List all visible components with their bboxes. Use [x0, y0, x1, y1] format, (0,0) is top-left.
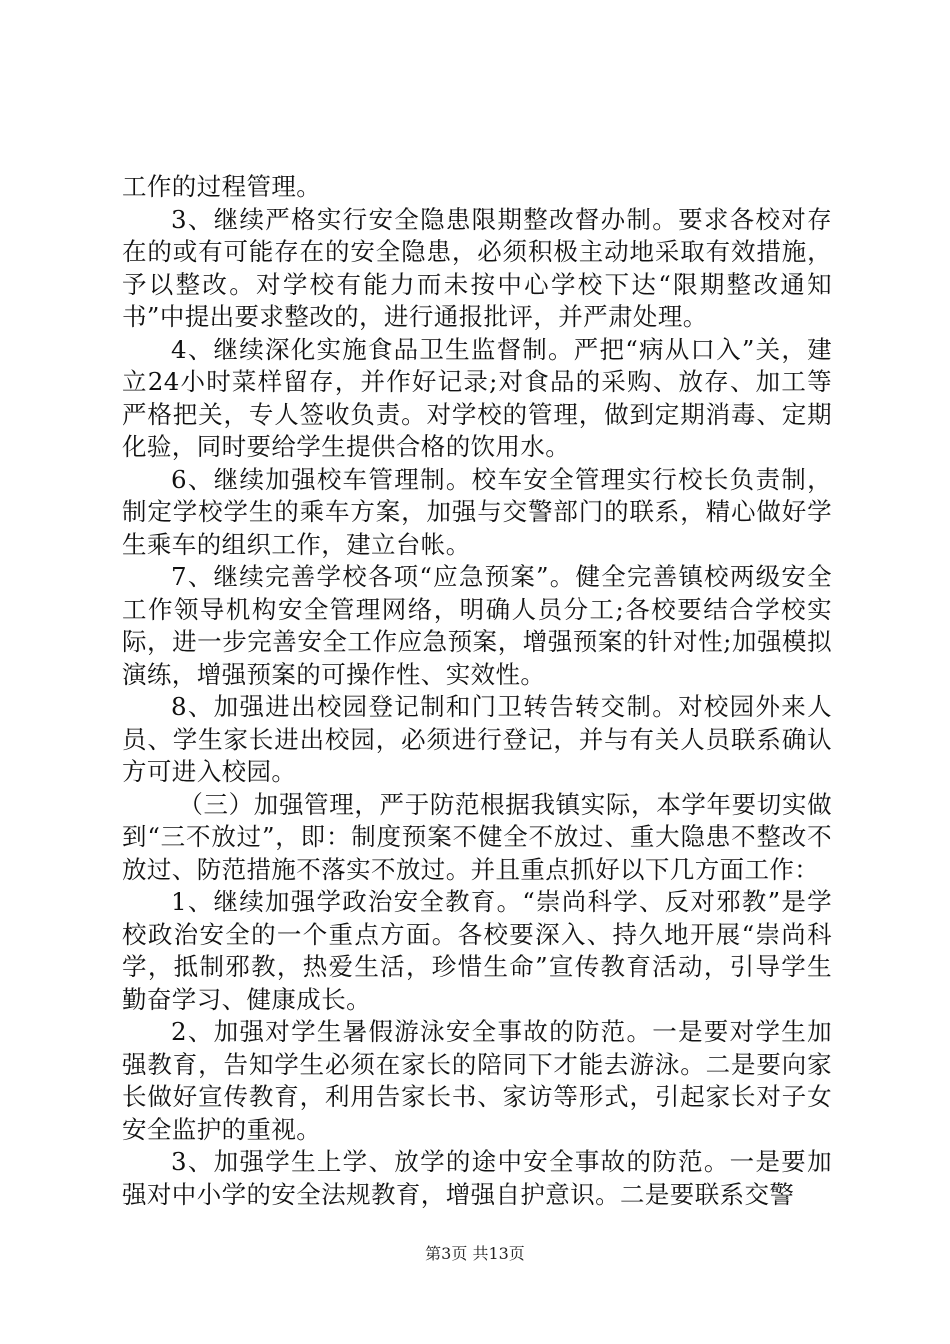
paragraph-8: 1、继续加强学政治安全教育。“崇尚科学、反对邪教”是学校政治安全的一个重点方面。各校要深入、持久地开展“崇尚科学，抵制邪教，热爱生活，珍惜生命”宣传教育活动，引导学生勤奋学习、健康成长。: [122, 887, 832, 1014]
paragraph-3: 4、继续深化实施食品卫生监督制。严把“病从口入”关，建立24小时菜样留存，并作好记录;对食品的采购、放存、加工等严格把关，专人签收负责。对学校的管理，做到定期消毒、定期化验，同时要给学生提供合格的饮用水。: [122, 334, 832, 461]
paragraph-4: 6、继续加强校车管理制。校车安全管理实行校长负责制，制定学校学生的乘车方案，加强与交警部门的联系，精心做好学生乘车的组织工作，建立台帐。: [122, 464, 832, 559]
paragraph-7: （三）加强管理，严于防范根据我镇实际，本学年要切实做到“三不放过”，即：制度预案不健全不放过、重大隐患不整改不放过、防范措施不落实不放过。并且重点抓好以下几方面工作：: [122, 789, 832, 884]
paragraph-5: 7、继续完善学校各项“应急预案”。健全完善镇校两级安全工作领导机构安全管理网络，明确人员分工;各校要结合学校实际，进一步完善安全工作应急预案，增强预案的针对性;加强模拟演练，增强预案的可操作性、实效性。: [122, 562, 832, 689]
paragraph-9: 2、加强对学生暑假游泳安全事故的防范。一是要对学生加强教育，告知学生必须在家长的陪同下才能去游泳。二是要向家长做好宣传教育，利用告家长书、家访等形式，引起家长对子女安全监护的重视。: [122, 1017, 832, 1144]
paragraph-6: 8、加强进出校园登记制和门卫转告转交制。对校园外来人员、学生家长进出校园，必须进行登记，并与有关人员联系确认方可进入校园。: [122, 692, 832, 786]
document-body: [122, 171, 832, 1211]
paragraph-10: 3、加强学生上学、放学的途中安全事故的防范。一是要加强对中小学的安全法规教育，增强自护意识。二是要联系交警: [122, 1147, 832, 1209]
paragraph-1: 工作的过程管理。: [122, 172, 322, 201]
page-footer: [0, 1244, 950, 1264]
paragraph-2: 3、继续严格实行安全隐患限期整改督办制。要求各校对存在的或有可能存在的安全隐患，必须积极主动地采取有效措施，予以整改。对学校有能力而未按中心学校下达“限期整改通知书”中提出要求整改的，进行通报批评，并严肃处理。: [122, 204, 832, 331]
page-number-label: 第3页 共13页: [425, 1244, 525, 1263]
